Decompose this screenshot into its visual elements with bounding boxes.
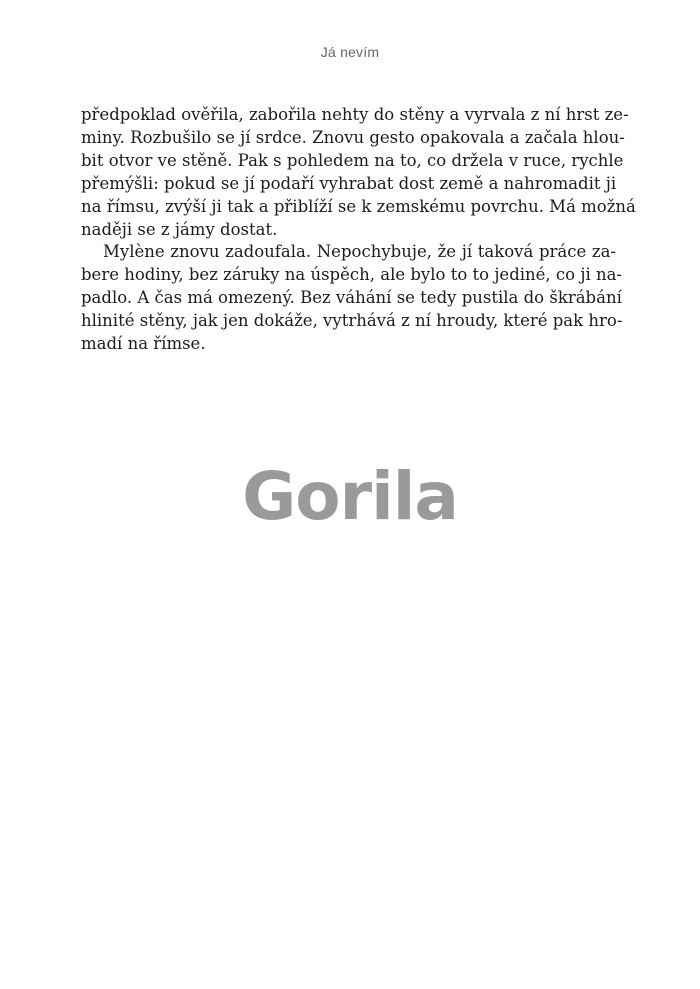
text-line: bere hodiny, bez záruky na úspěch, ale bylo to to jediné, co ji na-: [81, 265, 623, 285]
watermark-logo: Gorila: [242, 458, 458, 535]
text-line: madí na římse.: [81, 334, 206, 354]
running-head: Já nevím: [320, 44, 380, 60]
paragraph-1: [81, 104, 636, 241]
text-line: miny. Rozbušilo se jí srdce. Znovu gesto opakovala a začala hlou-: [81, 127, 625, 147]
text-line: hlinité stěny, jak jen dokáže, vytrhává z ní hroudy, které pak hro-: [81, 311, 623, 331]
paragraph-2: [81, 241, 623, 356]
text-line: Mylène znovu zadoufala. Nepochybuje, že jí taková práce za-: [103, 242, 616, 262]
text-line: bit otvor ve stěně. Pak s pohledem na to, co držela v ruce, rychle: [81, 150, 624, 170]
text-line: padlo. A čas má omezený. Bez váhání se tedy pustila do škrábání: [81, 288, 622, 308]
text-line: předpoklad ověřila, zabořila nehty do stěny a vyrvala z ní hrst ze-: [81, 105, 629, 124]
text-line: na římsu, zvýší ji tak a přiblíží se k zemskému povrchu. Má možná: [81, 196, 636, 216]
text-line: přemýšli: pokud se jí podaří vyhrabat dost země a nahromadit ji: [81, 173, 617, 193]
body-text: [81, 104, 636, 356]
text-line: naději se z jámy dostat.: [81, 219, 278, 239]
